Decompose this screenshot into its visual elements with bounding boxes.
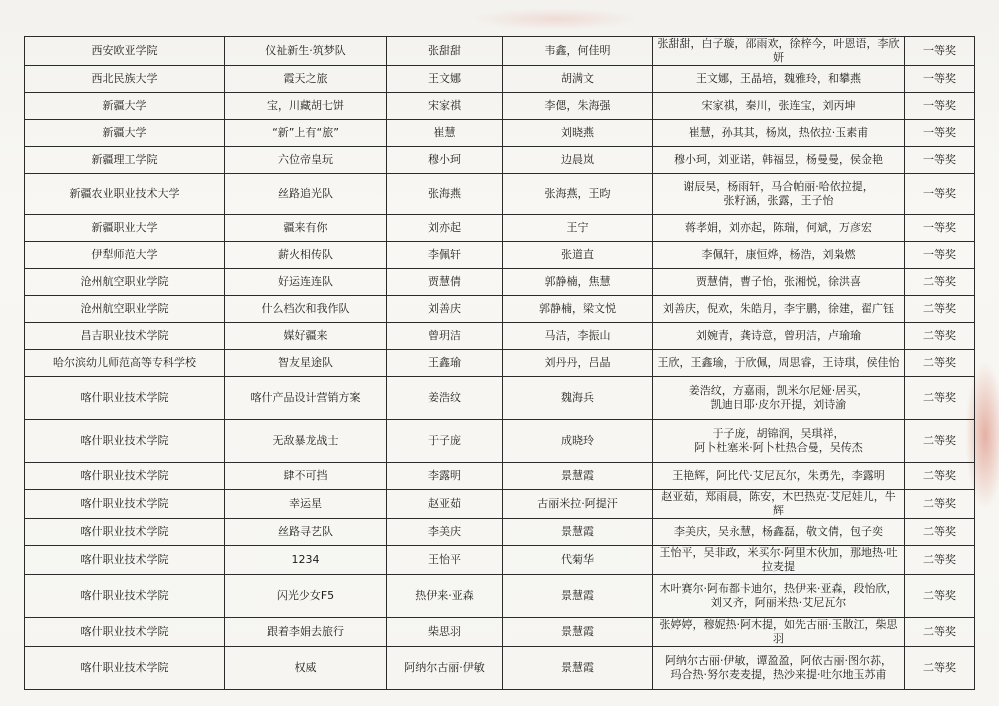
award-cell: 二等奖 — [905, 463, 975, 490]
team-name-cell: 跟着李娟去旅行 — [225, 618, 387, 647]
advisor-cell: 胡满文 — [503, 66, 653, 93]
leader-cell: 王鑫瑜 — [387, 350, 503, 377]
members-cell: 穆小珂，刘亚诺，韩福昱，杨曼曼，侯金艳 — [653, 147, 905, 174]
members-cell: 阿纳尔古丽·伊敏，谭盈盈，阿依古丽·图尔荪， 玛合热·努尔麦麦提，热沙来提·吐尔地玉苏甫 — [653, 647, 905, 690]
award-cell: 一等奖 — [905, 120, 975, 147]
members-cell: 崔慧，孙其其，杨岚，热依拉·玉素甫 — [653, 120, 905, 147]
school-cell: 喀什职业技术学院 — [25, 490, 225, 519]
table-row — [25, 296, 975, 323]
advisor-cell: 张道直 — [503, 242, 653, 269]
table-row — [25, 120, 975, 147]
members-cell: 谢辰昊，杨雨轩，马合帕丽·哈依拉提， 张籽涵，张露，王子怡 — [653, 174, 905, 215]
team-name-cell: 薪火相传队 — [225, 242, 387, 269]
advisor-cell: 郭静楠，焦慧 — [503, 269, 653, 296]
advisor-cell: 景慧霞 — [503, 519, 653, 546]
advisor-cell: 王宁 — [503, 215, 653, 242]
team-name-cell: 无敌暴龙战士 — [225, 420, 387, 463]
team-name-cell: 丝路追光队 — [225, 174, 387, 215]
leader-cell: 王文娜 — [387, 66, 503, 93]
award-cell: 一等奖 — [905, 66, 975, 93]
members-cell: 赵亚茹，郑雨晨，陈安，木巴热克·艾尼娃儿，牛辉 — [653, 490, 905, 519]
advisor-cell: 张海燕，王昀 — [503, 174, 653, 215]
award-cell: 一等奖 — [905, 93, 975, 120]
leader-cell: 阿纳尔古丽·伊敏 — [387, 647, 503, 690]
team-name-cell: 肆不可挡 — [225, 463, 387, 490]
table-row — [25, 575, 975, 618]
school-cell: 哈尔滨幼儿师范高等专科学校 — [25, 350, 225, 377]
award-cell: 二等奖 — [905, 296, 975, 323]
table-row — [25, 463, 975, 490]
table-row — [25, 618, 975, 647]
members-cell: 王文娜，王晶培，魏雅玲，和攀燕 — [653, 66, 905, 93]
team-name-cell: 宝，川藏胡七饼 — [225, 93, 387, 120]
advisor-cell: 代菊华 — [503, 546, 653, 575]
award-cell: 二等奖 — [905, 519, 975, 546]
table-row — [25, 519, 975, 546]
leader-cell: 李露明 — [387, 463, 503, 490]
award-cell: 二等奖 — [905, 490, 975, 519]
advisor-cell: 马洁，李振山 — [503, 323, 653, 350]
team-name-cell: 幸运星 — [225, 490, 387, 519]
school-cell: 西北民族大学 — [25, 66, 225, 93]
members-cell: 蒋孝娟，刘亦起，陈瑞，何斌，万彦宏 — [653, 215, 905, 242]
leader-cell: 于子庞 — [387, 420, 503, 463]
school-cell: 喀什职业技术学院 — [25, 575, 225, 618]
school-cell: 沧州航空职业学院 — [25, 296, 225, 323]
school-cell: 喀什职业技术学院 — [25, 519, 225, 546]
table-row — [25, 147, 975, 174]
leader-cell: 宋家祺 — [387, 93, 503, 120]
advisor-cell: 景慧霞 — [503, 575, 653, 618]
team-name-cell: “新”上有“旅” — [225, 120, 387, 147]
members-cell: 张婷婷，穆妮热·阿木提，如先古丽·玉散江，柴思羽 — [653, 618, 905, 647]
leader-cell: 姜浩纹 — [387, 377, 503, 420]
table-row — [25, 490, 975, 519]
table-row — [25, 546, 975, 575]
leader-cell: 穆小珂 — [387, 147, 503, 174]
members-cell: 王怡平，吴非政，米买尔·阿里木伙加，那地热·吐拉麦提 — [653, 546, 905, 575]
team-name-cell: 权威 — [225, 647, 387, 690]
award-cell: 二等奖 — [905, 377, 975, 420]
advisor-cell: 景慧霞 — [503, 647, 653, 690]
team-name-cell: 六位帝皇玩 — [225, 147, 387, 174]
table-row — [25, 66, 975, 93]
advisor-cell: 韦鑫，何佳明 — [503, 37, 653, 66]
members-cell: 刘善庆，倪欢，朱皓月，李宇鹏，徐建，翟广钰 — [653, 296, 905, 323]
table-row — [25, 350, 975, 377]
leader-cell: 柴思羽 — [387, 618, 503, 647]
award-cell: 二等奖 — [905, 575, 975, 618]
award-cell: 二等奖 — [905, 269, 975, 296]
table-row — [25, 37, 975, 66]
school-cell: 昌吉职业技术学院 — [25, 323, 225, 350]
award-cell: 二等奖 — [905, 618, 975, 647]
school-cell: 新疆大学 — [25, 93, 225, 120]
table-row — [25, 242, 975, 269]
school-cell: 喀什职业技术学院 — [25, 463, 225, 490]
award-cell: 一等奖 — [905, 147, 975, 174]
team-name-cell: 丝路寻艺队 — [225, 519, 387, 546]
team-name-cell: 智友星途队 — [225, 350, 387, 377]
advisor-cell: 边晨岚 — [503, 147, 653, 174]
advisor-cell: 魏海兵 — [503, 377, 653, 420]
leader-cell: 王怡平 — [387, 546, 503, 575]
award-cell: 一等奖 — [905, 242, 975, 269]
advisor-cell: 李偲，朱海强 — [503, 93, 653, 120]
leader-cell: 热伊来·亚森 — [387, 575, 503, 618]
table-row — [25, 420, 975, 463]
leader-cell: 张甜甜 — [387, 37, 503, 66]
award-cell: 一等奖 — [905, 174, 975, 215]
table-row — [25, 377, 975, 420]
advisor-cell: 景慧霞 — [503, 463, 653, 490]
award-cell: 二等奖 — [905, 647, 975, 690]
table-row — [25, 323, 975, 350]
table-row — [25, 269, 975, 296]
team-name-cell: 喀什产品设计营销方案 — [225, 377, 387, 420]
award-table-body — [25, 37, 975, 690]
team-name-cell: 好运连连队 — [225, 269, 387, 296]
leader-cell: 李美庆 — [387, 519, 503, 546]
team-name-cell: 疆来有你 — [225, 215, 387, 242]
members-cell: 李佩轩，康恒烨，杨浩，刘枭燃 — [653, 242, 905, 269]
members-cell: 木叶赛尔·阿布都卡迪尔，热伊来·亚森，段怡欣， 刘又齐，阿丽米热·艾尼瓦尔 — [653, 575, 905, 618]
school-cell: 伊犁师范大学 — [25, 242, 225, 269]
school-cell: 喀什职业技术学院 — [25, 377, 225, 420]
team-name-cell: 闪光少女F5 — [225, 575, 387, 618]
school-cell: 喀什职业技术学院 — [25, 546, 225, 575]
leader-cell: 曾玥洁 — [387, 323, 503, 350]
award-table — [24, 36, 975, 690]
table-row — [25, 647, 975, 690]
members-cell: 刘婉青，龚诗意，曾玥洁，卢瑜瑜 — [653, 323, 905, 350]
leader-cell: 赵亚茹 — [387, 490, 503, 519]
members-cell: 于子庞，胡锦润，吴琪祥， 阿卜杜塞米·阿卜杜热合曼，吴传杰 — [653, 420, 905, 463]
advisor-cell: 刘丹丹，吕晶 — [503, 350, 653, 377]
award-cell: 二等奖 — [905, 546, 975, 575]
table-row — [25, 174, 975, 215]
advisor-cell: 成晓玲 — [503, 420, 653, 463]
school-cell: 新疆大学 — [25, 120, 225, 147]
leader-cell: 刘善庆 — [387, 296, 503, 323]
leader-cell: 刘亦起 — [387, 215, 503, 242]
leader-cell: 李佩轩 — [387, 242, 503, 269]
members-cell: 王欣，王鑫瑜，于欣佩，周思睿，王诗琪，侯佳怡 — [653, 350, 905, 377]
members-cell: 李美庆，吴永慧，杨鑫磊，敬文倩，包子奕 — [653, 519, 905, 546]
award-cell: 一等奖 — [905, 215, 975, 242]
advisor-cell: 景慧霞 — [503, 618, 653, 647]
school-cell: 沧州航空职业学院 — [25, 269, 225, 296]
members-cell: 宋家祺，秦川，张连宝，刘丙坤 — [653, 93, 905, 120]
advisor-cell: 古丽米拉·阿提汗 — [503, 490, 653, 519]
members-cell: 姜浩纹，方嘉雨，凯米尔尼娅·居买， 凯迪日耶·皮尔开提，刘诗渝 — [653, 377, 905, 420]
team-name-cell: 1234 — [225, 546, 387, 575]
award-cell: 二等奖 — [905, 420, 975, 463]
members-cell: 张甜甜，白子璇，邵雨欢，徐梓今，叶恩语，李欣妍 — [653, 37, 905, 66]
team-name-cell: 什么档次和我作队 — [225, 296, 387, 323]
school-cell: 新疆农业职业技术大学 — [25, 174, 225, 215]
advisor-cell: 刘晓燕 — [503, 120, 653, 147]
school-cell: 喀什职业技术学院 — [25, 420, 225, 463]
award-cell: 二等奖 — [905, 350, 975, 377]
table-row — [25, 93, 975, 120]
award-cell: 一等奖 — [905, 37, 975, 66]
members-cell: 贾慧倩，曹子怡，张湘悦，徐洪喜 — [653, 269, 905, 296]
team-name-cell: 霞天之旅 — [225, 66, 387, 93]
advisor-cell: 郭静楠，梁文悦 — [503, 296, 653, 323]
school-cell: 喀什职业技术学院 — [25, 618, 225, 647]
leader-cell: 张海燕 — [387, 174, 503, 215]
school-cell: 西安欧亚学院 — [25, 37, 225, 66]
school-cell: 新疆理工学院 — [25, 147, 225, 174]
leader-cell: 崔慧 — [387, 120, 503, 147]
table-row — [25, 215, 975, 242]
team-name-cell: 仪祉新生·筑梦队 — [225, 37, 387, 66]
award-cell: 二等奖 — [905, 323, 975, 350]
school-cell: 新疆职业大学 — [25, 215, 225, 242]
faint-ink-mark — [470, 8, 640, 30]
members-cell: 王艳辉，阿比代·艾尼瓦尔，朱勇先，李露明 — [653, 463, 905, 490]
school-cell: 喀什职业技术学院 — [25, 647, 225, 690]
leader-cell: 贾慧倩 — [387, 269, 503, 296]
team-name-cell: 媒好疆来 — [225, 323, 387, 350]
